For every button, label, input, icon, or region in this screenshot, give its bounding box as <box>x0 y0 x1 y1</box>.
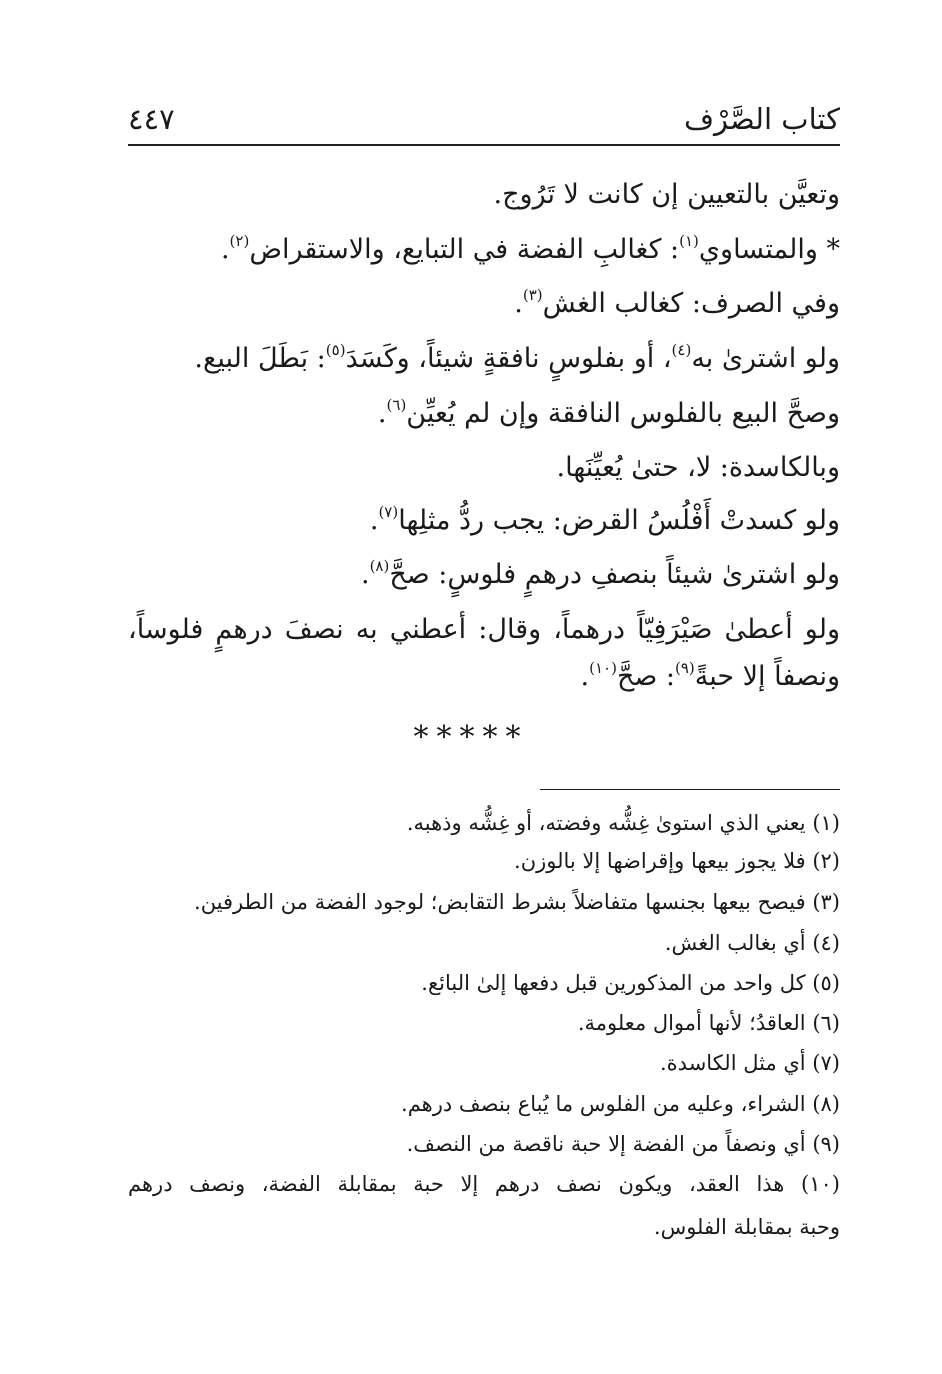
text-line-4: ولو اشترىٰ به$^{(٤)}$، أو بفلوسٍ نافقةٍ شيئاً، وكَسَدَ$^{(٥)}$: بَطَلَ البيع. <box>194 341 840 374</box>
footnote-divider <box>540 789 840 790</box>
footnote-ref-5[interactable]: (٥) <box>325 341 346 359</box>
text-line-10: ونصفاً إلا حبةً$^{(٩)}$: صحَّ$^{(١٠)}$. <box>580 659 840 692</box>
footnote-10: (١٠) هذا العقد، ويكون نصف درهم إلا حبة بمقابلة الفضة، ونصف درهم <box>128 1172 840 1196</box>
footnote-ref-1[interactable]: (١) <box>679 232 699 250</box>
footnote-ref-9[interactable]: (٩) <box>674 659 695 677</box>
footnote-ref-8[interactable]: (٨) <box>369 557 390 575</box>
text-line-1: وتعيَّن بالتعيين إن كانت لا تَرُوج. <box>493 179 840 210</box>
text-line-5: وصحَّ البيع بالفلوس النافقة وإن لم يُعيِّن$^{(٦)}$. <box>377 396 840 429</box>
text-line-8: ولو اشترىٰ شيئاً بنصفِ درهمٍ فلوسٍ: صحَّ$^{(٨)}$. <box>360 557 840 590</box>
text-line-6: وبالكاسدة: لا، حتىٰ يُعيِّنَها. <box>556 452 840 483</box>
page-header <box>128 96 840 146</box>
footnote-3: (٣) فيصح بيعها بجنسها متفاضلاً بشرط التقابض؛ لوجود الفضة من الطرفين. <box>194 890 840 914</box>
footnote-4: (٤) أي بغالب الغش. <box>664 931 840 955</box>
footnote-ref-6[interactable]: (٦) <box>386 396 407 414</box>
footnote-ref-4[interactable]: (٤) <box>671 341 692 359</box>
page-number: ٤٤٧ <box>128 102 175 136</box>
text-line-9: ولو أعطىٰ صَيْرَفِيّاً درهماً، وقال: أعطني به نصفَ درهمٍ فلوساً، <box>128 614 840 645</box>
footnote-ref-2[interactable]: (٢) <box>229 232 250 250</box>
footnote-1: (١) يعني الذي استوىٰ غِشُّه وفضته، أو غِشُّه وذهبه. <box>406 811 840 835</box>
footnote-6: (٦) العاقدُ؛ لأنها أموال معلومة. <box>577 1011 840 1035</box>
footnote-8: (٨) الشراء، وعليه من الفلوس ما يُباع بنصف درهم. <box>401 1092 840 1116</box>
footnote-ref-3[interactable]: (٣) <box>522 286 543 304</box>
footnote-5: (٥) كل واحد من المذكورين قبل دفعها إلىٰ البائع. <box>421 971 840 995</box>
footnote-ref-10[interactable]: (١٠) <box>589 659 617 677</box>
running-title: كتاب الصَّرْف <box>683 102 840 136</box>
section-separator: ***** <box>413 720 529 755</box>
text-line-2: * والمتساوي$^{(١)}$: كغالبِ الفضة في التبايع، والاستقراض$^{(٢)}$. <box>220 232 840 265</box>
text-line-7: ولو كسدتْ أَفْلُسُ القرض: يجب ردُّ مثلِها$^{(٧)}$. <box>369 503 840 536</box>
text-line-3: وفي الصرف: كغالب الغش$^{(٣)}$. <box>514 286 840 319</box>
footnote-9: (٩) أي ونصفاً من الفضة إلا حبة ناقصة من النصف. <box>406 1132 840 1156</box>
footnote-7: (٧) أي مثل الكاسدة. <box>660 1051 840 1075</box>
footnote-10-continuation: وحبة بمقابلة الفلوس. <box>653 1215 840 1239</box>
footnote-2: (٢) فلا يجوز بيعها وإقراضها إلا بالوزن. <box>514 849 840 873</box>
footnote-ref-7[interactable]: (٧) <box>378 503 399 521</box>
